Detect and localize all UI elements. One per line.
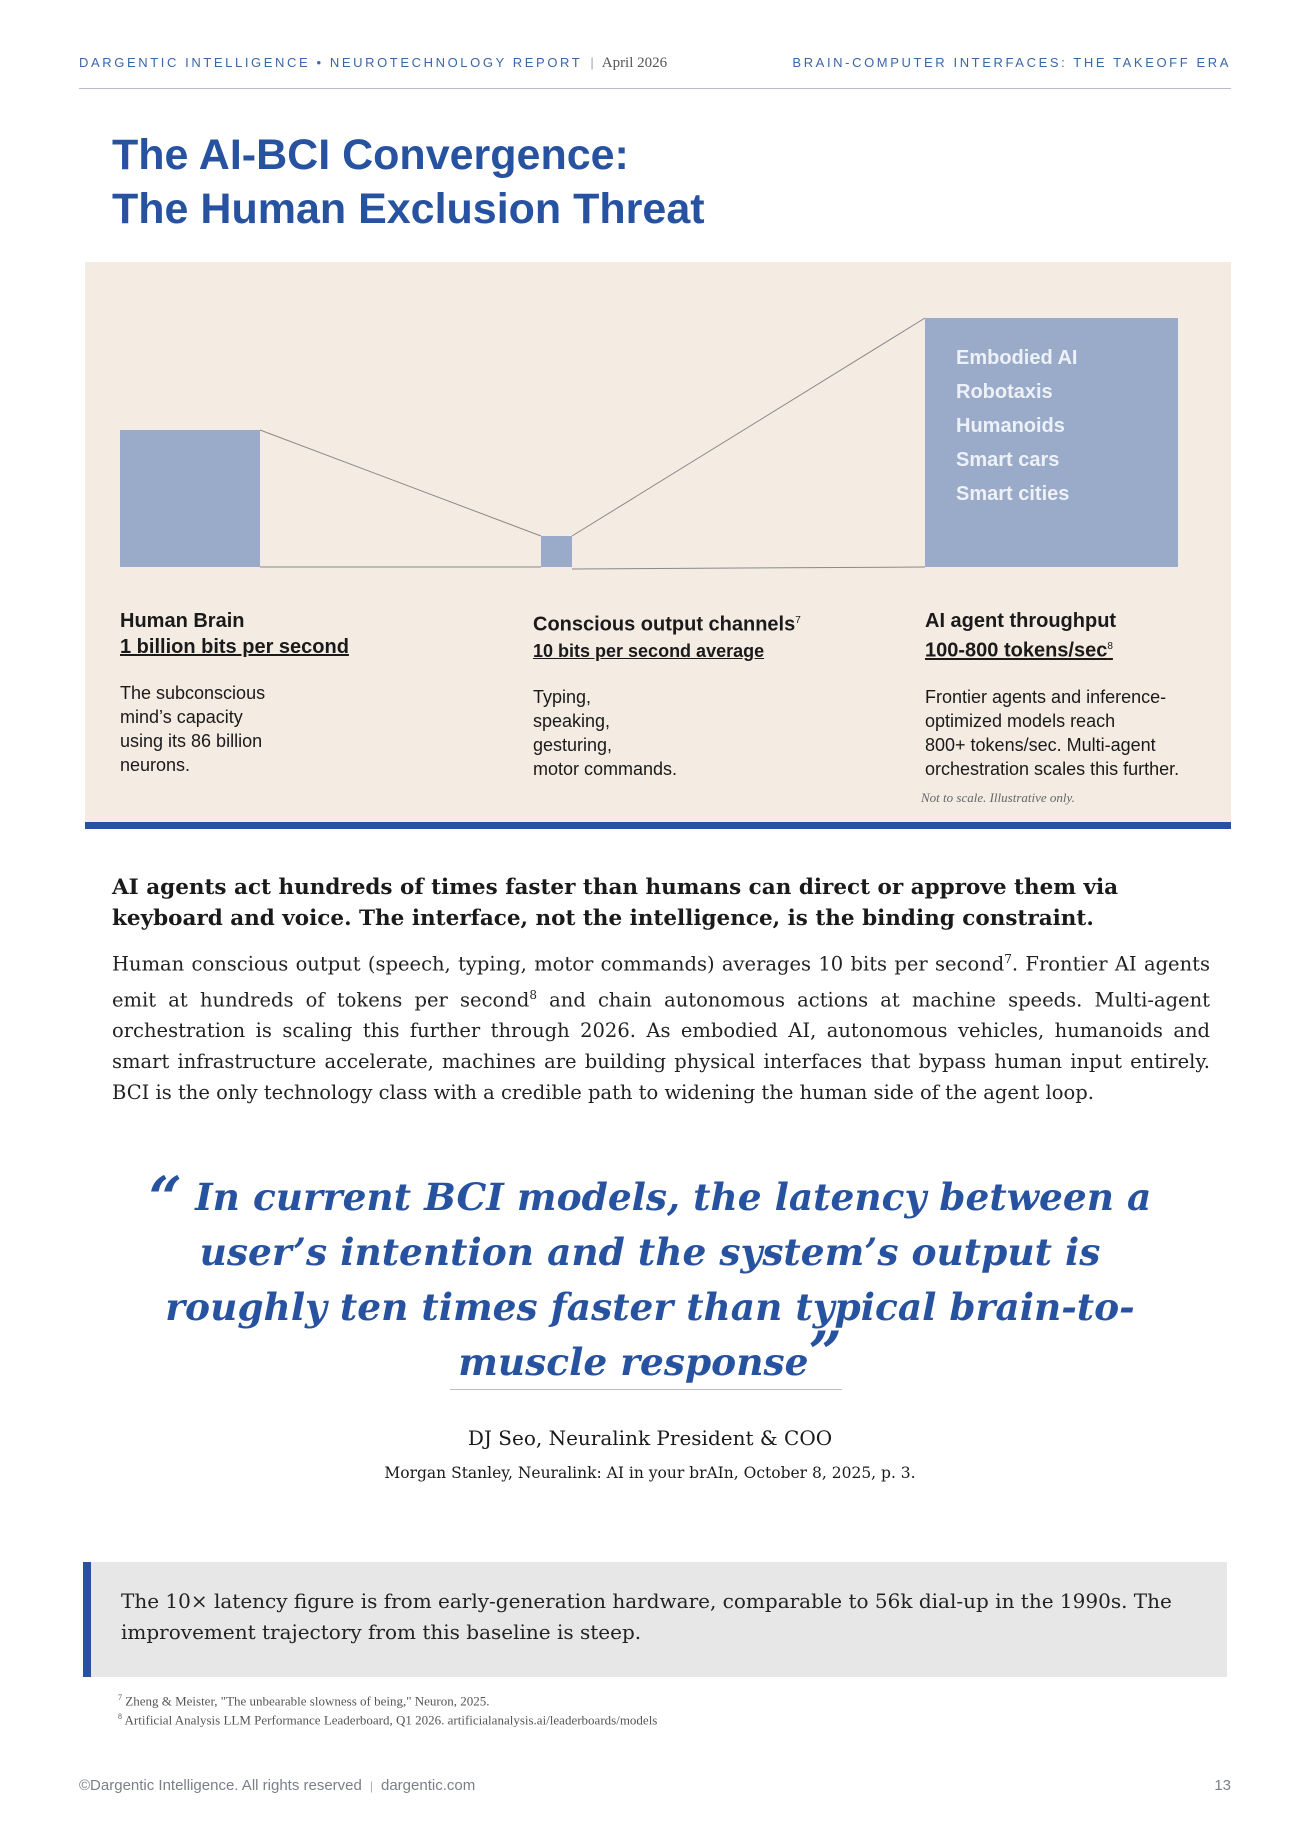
footnote-ref: 8 (1107, 641, 1113, 652)
page-title (112, 128, 1012, 236)
quote-author: DJ Seo, Neuralink President & COO (467, 1426, 833, 1450)
human-brain-block (120, 430, 260, 567)
quote-text: In current BCI models, the latency between a user’s intention and the system’s output is roughly ten times faster than typical brain-to-muscle response (165, 1175, 1152, 1384)
box-label-item: Smart cities (956, 483, 1070, 505)
quote-source: Morgan Stanley, Neuralink: AI in your brAIn, October 8, 2025, p. 3. (384, 1464, 916, 1482)
running-header (79, 55, 1231, 77)
column-heading: AI agent throughput (925, 610, 1117, 632)
column-human-brain (120, 608, 480, 777)
pull-quote (120, 1164, 1180, 1390)
quote-divider (450, 1389, 842, 1390)
column-conscious-output (533, 608, 893, 781)
title-line-2: The Human Exclusion Threat (112, 185, 705, 233)
header-rule (79, 88, 1231, 89)
panel-accent-bar (85, 822, 1231, 829)
callout-box (83, 1562, 1227, 1677)
footnote-ref: 7 (1004, 952, 1012, 966)
header-date: April 2026 (601, 55, 668, 71)
body-paragraph: Human conscious output (speech, typing, motor commands) averages 10 bits per second$^7$. Frontier AI agents emit at hundreds of tokens per second$^8$ and chain autonomous actions at machine speeds. Multi-agent orchestration is scaling this further through 2026. As embodied AI, autonomous vehicles, humanoids and smart infrastructure accelerate, machines are building physical interfaces that bypass human input entirely. BCI is the only technology class with a credible path to widening the human side of the agent loop. (112, 952, 1210, 1104)
column-ai-throughput (925, 608, 1225, 781)
box-label-item: Robotaxis (956, 381, 1053, 403)
footnote-ref: 7 (795, 615, 801, 626)
embodied-ai-labels (956, 341, 1077, 511)
close-quote-mark: ” (808, 1319, 842, 1387)
title-line-1: The AI-BCI Convergence: (112, 131, 629, 179)
callout-text: The 10× latency figure is from early-generation hardware, comparable to 56k dial-up in the 1990s. The improvement trajectory from this baseline is steep. (121, 1589, 1172, 1644)
box-label-item: Humanoids (956, 415, 1065, 437)
column-description: Frontier agents and inference- optimized models reach 800+ tokens/sec. Multi-agent orchestration scales this further. (925, 686, 1180, 779)
column-rate: 1 billion bits per second (120, 636, 349, 658)
column-description: The subconscious mind’s capacity using its 86 billion neurons. (120, 683, 266, 775)
footnote-ref: 8 (529, 987, 537, 1002)
box-label-item: Embodied AI (956, 347, 1078, 369)
page-number: 13 (1214, 1777, 1231, 1794)
footer-site-link[interactable]: dargentic.com (380, 1777, 476, 1794)
open-quote-mark: “ (148, 1164, 183, 1232)
conscious-output-block (541, 536, 572, 567)
infographic-panel (85, 262, 1231, 822)
footer-separator: | (369, 1779, 373, 1793)
footer-left (79, 1777, 475, 1794)
footer-copyright: ©Dargentic Intelligence. All rights reserved (79, 1777, 362, 1794)
footnote: $^8$ Artificial Analysis LLM Performance Leaderboard, Q1 2026. artificialanalysis.ai/leaderboards/models (118, 1712, 658, 1728)
scale-note: Not to scale. Illustrative only. (921, 790, 1075, 805)
footnote: $^7$ Zheng & Meister, "The unbearable slowness of being," Neuron, 2025. (118, 1693, 490, 1709)
baseline-2 (572, 567, 925, 569)
lead-statement: AI agents act hundreds of times faster than humans can direct or approve them via keyboard and voice. The interface, not the intelligence, is the binding constraint. (112, 875, 1119, 931)
column-rate: 100-800 tokens/$\sec^8$ (925, 639, 1113, 662)
connector-line-1 (260, 430, 541, 536)
header-left (79, 55, 667, 72)
header-right: BRAIN-COMPUTER INTERFACES: THE TAKEOFF ERA (792, 55, 1231, 70)
column-heading: Human Brain (120, 610, 245, 632)
column-description: Typing, speaking, gesturing, motor commands. (533, 686, 678, 779)
column-heading: Conscious output channels$^7$ (533, 613, 801, 636)
column-rate: 10 bits per second average (533, 640, 765, 661)
header-separator: | (590, 55, 594, 70)
box-label-item: Smart cars (956, 449, 1060, 471)
connector-line-2 (572, 318, 925, 536)
header-report-name: DARGENTIC INTELLIGENCE • NEUROTECHNOLOGY REPORT (79, 55, 583, 70)
